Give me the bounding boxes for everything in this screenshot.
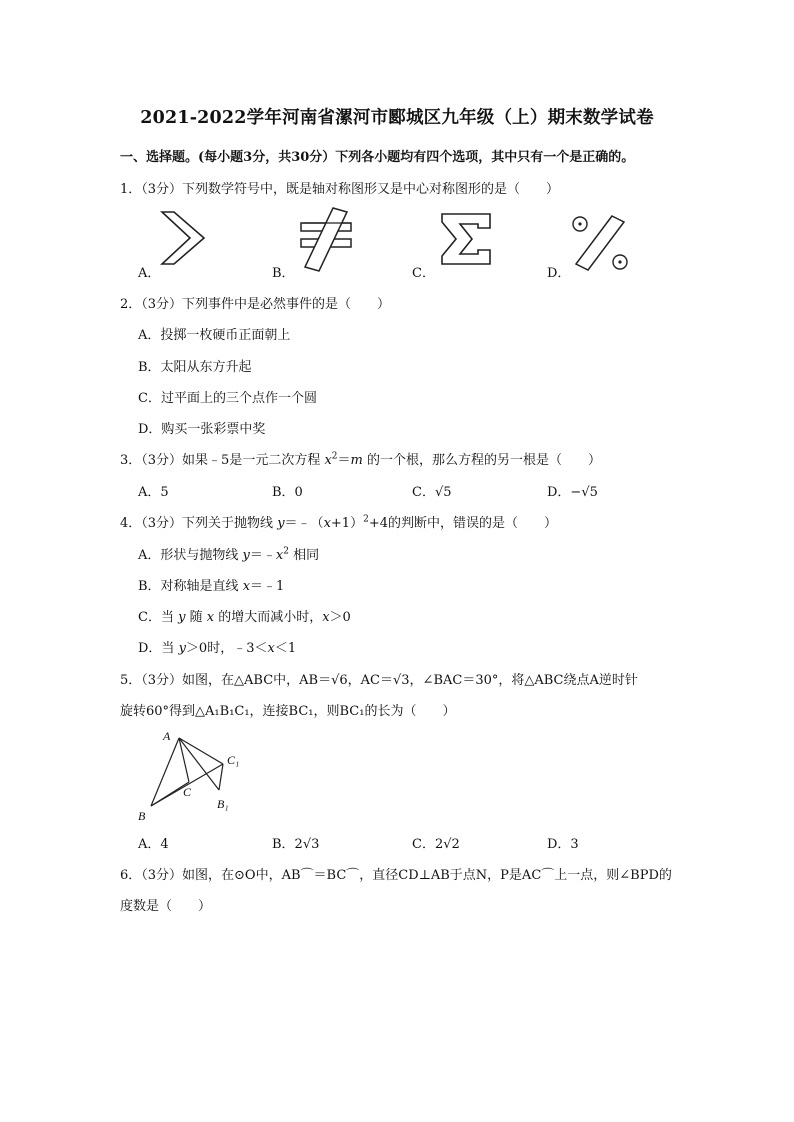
q2-option-d: D．购买一张彩票中奖 <box>138 422 266 437</box>
q3-option-b: B．0 <box>272 485 303 500</box>
question-5-line1: 5．（3分）如图，在△ABC中，AB＝√6，AC＝√3，∠BAC＝30°，将△ABC绕点A逆时针 <box>120 673 638 688</box>
question-1-stem: 1．（3分）下列数学符号中，既是轴对称图形又是中心对称图形的是（ ） <box>120 182 560 197</box>
q2-option-a: A．投掷一枚硬币正面朝上 <box>138 328 291 343</box>
q1-figure-c <box>438 210 494 268</box>
label-b: B <box>138 809 146 823</box>
q4-option-d: D．当 y＞0时，﹣3＜x＜1 <box>138 641 297 656</box>
q1-figure-d <box>568 212 632 274</box>
q1-option-b: B． <box>272 266 295 281</box>
question-6-line1: 6．（3分）如图，在⊙O中，AB⌒＝BC⌒，直径CD⊥AB于点N，P是AC⌒上一点，则∠BPD的 <box>120 868 672 883</box>
question-4-stem: 4．（3分）下列关于抛物线 $y=﹣(x+1)^2+4$的判断中，错误的是（ ） <box>120 514 557 531</box>
q3-option-d: D．−√5 <box>547 485 598 500</box>
q1-figure-a <box>160 208 210 268</box>
q3-option-a: A．5 <box>138 485 169 500</box>
q5-option-c: C．2√2 <box>412 837 460 852</box>
q2-option-b: B．太阳从东方升起 <box>138 360 252 375</box>
q2-option-c: C．过平面上的三个点作一个圆 <box>138 391 317 406</box>
question-5-line2: 旋转60°得到△A₁B₁C₁，连接BC₁，则BC₁的长为（ ） <box>120 704 456 719</box>
q5-triangle-figure <box>133 724 263 826</box>
q4-option-c: C．当 y 随 x 的增大而减小时，x＞0 <box>138 610 351 625</box>
q1-figure-b <box>295 205 357 275</box>
q4-option-b: B．对称轴是直线 x＝﹣1 <box>138 579 285 594</box>
page-title: 2021-2022学年河南省漯河市郾城区九年级（上）期末数学试卷 <box>140 108 654 128</box>
q1-option-c: C． <box>412 266 435 281</box>
label-c1: C₁ <box>227 753 240 767</box>
q5-option-a: A．4 <box>138 837 169 852</box>
question-3-stem: 3．（3分）如果﹣5是一元二次方程 $x^2=m$ 的一个根，那么方程的另一根是（ ） <box>120 451 602 468</box>
question-6-line2: 度数是（ ） <box>120 899 212 914</box>
q3-option-c: C．√5 <box>412 485 452 500</box>
label-b1: B₁ <box>217 797 229 811</box>
q4-option-a: A．形状与抛物线 $y=﹣x^2$ 相同 <box>138 546 320 563</box>
q1-option-a: A． <box>138 266 161 281</box>
question-2-stem: 2．（3分）下列事件中是必然事件的是（ ） <box>120 297 391 312</box>
q5-option-d: D．3 <box>547 837 579 852</box>
label-a: A <box>163 729 171 743</box>
q5-option-b: B．2√3 <box>272 837 320 852</box>
q1-option-d: D． <box>547 266 571 281</box>
label-c: C <box>183 785 192 799</box>
section-heading: 一、选择题。(每小题3分，共30分）下列各小题均有四个选项，其中只有一个是正确的。 <box>120 150 635 165</box>
